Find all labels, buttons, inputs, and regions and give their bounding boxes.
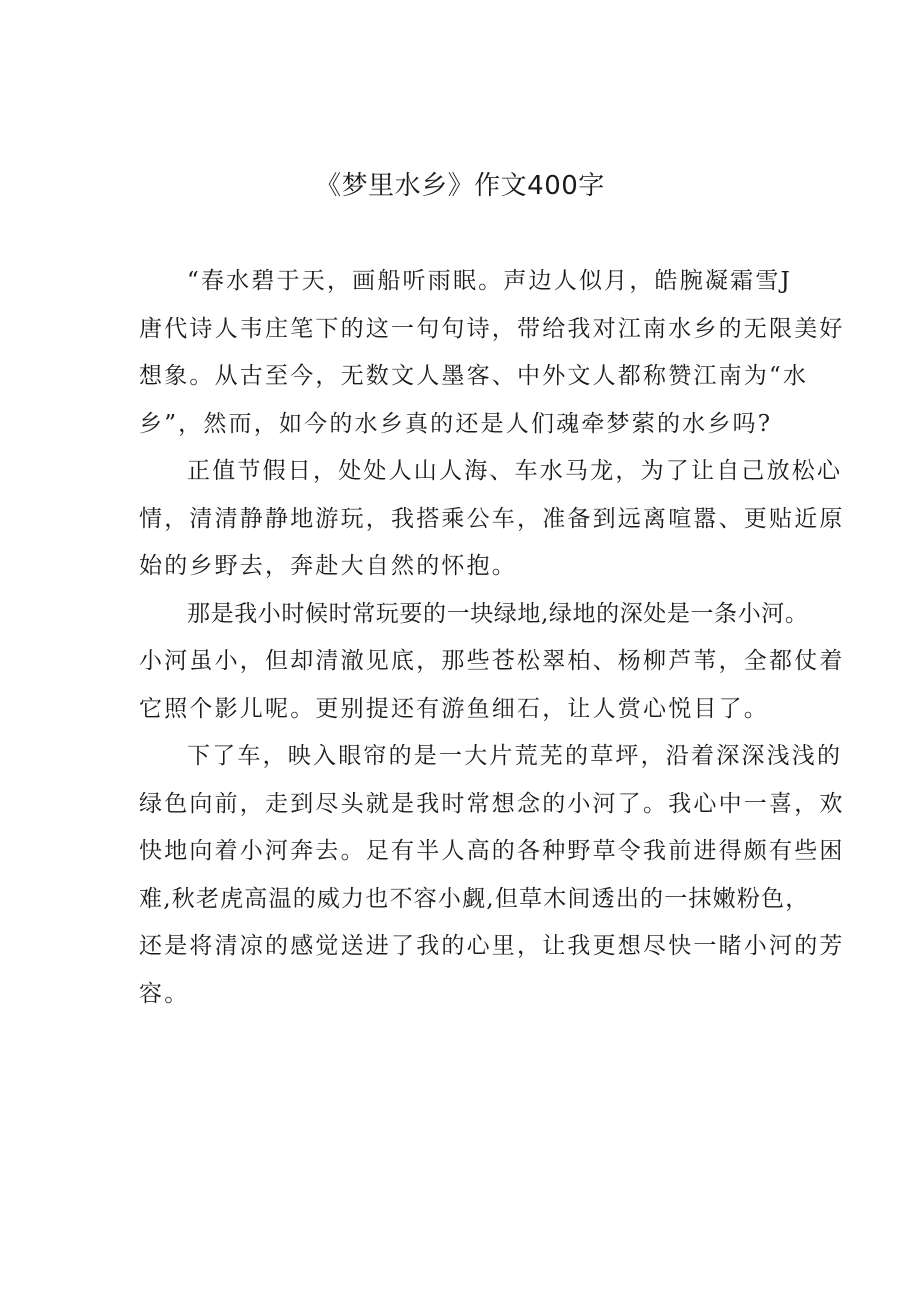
paragraph-4-line-5: 还是将清凉的感觉送进了我的心里，让我更想尽快一睹小河的芳 <box>139 933 845 959</box>
paragraph-2-line-2: 情，清清静静地游玩，我搭乘公车，准备到远离喧嚣、更贴近原 <box>139 505 845 532</box>
document-title: 《梦里水乡》作文400字 <box>315 171 605 201</box>
paragraph-4-line-3: 快地向着小河奔去。足有半人高的各种野草令我前进得颇有些困 <box>139 838 845 864</box>
paragraph-3-line-1: 那是我小时候时常玩要的一块绿地,绿地的深处是一条小河。 <box>187 600 809 627</box>
paragraph-3-line-3: 它照个影儿呢。更别提还有游鱼细石，让人赏心悦目了。 <box>139 695 769 722</box>
paragraph-1-line-4: 乡”，然而，如今的水乡真的还是人们魂牵梦萦的水乡吗? <box>139 410 773 437</box>
paragraph-1-line-3: 想象。从古至今，无数文人墨客、中外文人都称赞江南为“水 <box>139 363 809 389</box>
paragraph-2-line-1: 正值节假日，处处人山人海、车水马龙，为了让自己放松心 <box>187 458 843 484</box>
paragraph-3-line-2: 小河虽小，但却清澈见底，那些苍松翠柏、杨柳芦苇，全都仗着 <box>139 648 845 674</box>
paragraph-1-line-1: “春水碧于天，画船听雨眠。声边人似月，皓腕凝霜雪J <box>187 268 792 294</box>
paragraph-4-line-2: 绿色向前，走到尽头就是我时常想念的小河了。我心中一喜，欢 <box>139 790 845 817</box>
essay-body <box>139 258 845 1018</box>
paragraph-4-line-1: 下了车，映入眼帘的是一大片荒芜的草坪，沿着深深浅浅的 <box>187 743 843 769</box>
paragraph-4-line-6: 容。 <box>139 980 190 1007</box>
paragraph-4-line-4: 难,秋老虎高温的威力也不容小觑,但草木间透出的一抹嫩粉色， <box>139 885 810 912</box>
paragraph-2-line-3: 始的乡野去，奔赴大自然的怀抱。 <box>139 553 517 579</box>
paragraph-1-line-2: 唐代诗人韦庄笔下的这一句句诗，带给我对江南水乡的无限美好 <box>139 315 845 342</box>
